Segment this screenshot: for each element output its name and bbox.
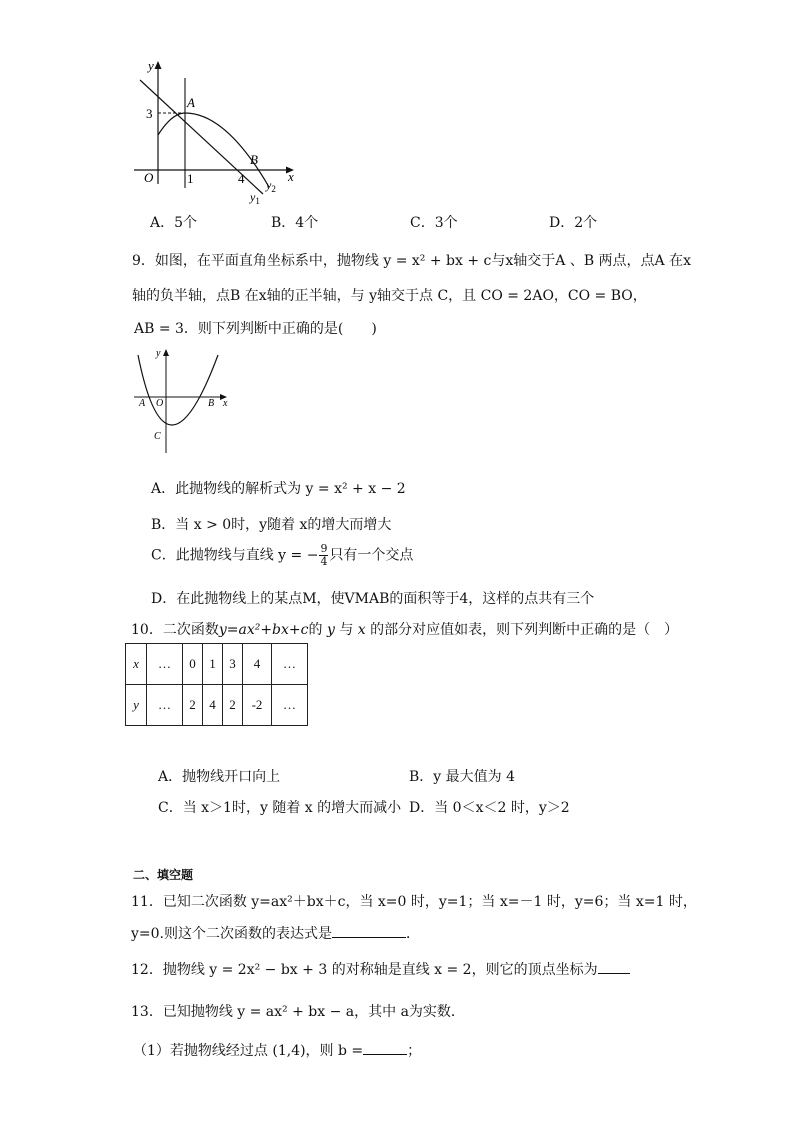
q10-option-a: A．抛物线开口向上 [158, 769, 281, 785]
table-cell: -2 [243, 685, 272, 726]
q11-line-1: 11．已知二次函数 y=ax²＋bx＋c，当 x=0 时，y=1；当 x=－1 时，y=6；当 x=1 时， [131, 894, 697, 910]
fig8-y-label: y [148, 58, 154, 73]
table-cell: … [272, 685, 308, 726]
table-cell: y [126, 685, 147, 726]
fig9-a-label: A [139, 398, 146, 409]
q8-option-a: A．5个 [150, 215, 198, 231]
table-row [126, 685, 308, 726]
q13-part-1-end: ； [407, 1043, 422, 1059]
q9-option-b: B．当 x > 0时，y随着 x的增大而增大 [151, 517, 392, 533]
q9-line-3: AB = 3．则下列判断中正确的是( ) [134, 321, 377, 337]
fig8-tick-4: 4 [238, 171, 245, 186]
y-axis-arrow-icon [155, 61, 162, 69]
fig9-o-label: O [156, 398, 164, 409]
fig8-origin: O [144, 170, 154, 185]
q10-stem-mid1: 的 [308, 622, 323, 638]
fig9-c-label: C [154, 431, 161, 442]
q13-line-1: 13．已知抛物线 y = ax² + bx − a，其中 a为实数． [131, 1004, 465, 1020]
section-title: 二、填空题 [133, 868, 194, 882]
q9-option-c [151, 543, 413, 568]
answer-blank[interactable] [598, 959, 630, 974]
parabola-y2 [158, 113, 269, 187]
fig8-point-a: A [187, 95, 195, 110]
fig8-x-label: x [288, 169, 294, 184]
q10-option-b: B．y 最大值为 4 [409, 769, 516, 785]
table-cell: 4 [243, 644, 272, 685]
fig8-tick-1: 1 [187, 171, 194, 186]
table-cell: 1 [203, 644, 223, 685]
table-cell: x [126, 644, 147, 685]
q11-line-2-end: ． [406, 926, 420, 942]
table-cell: 2 [183, 685, 203, 726]
q10-stem-pre: 10．二次函数 [131, 622, 219, 638]
frac-den: 4 [320, 555, 328, 568]
q10-value-table [125, 643, 308, 726]
q8-option-c: C．3个 [410, 215, 458, 231]
q12-line [131, 959, 630, 979]
table-cell: … [147, 685, 183, 726]
q8-option-b: B．4个 [271, 215, 319, 231]
q13-part-1 [133, 1040, 421, 1060]
fig8-y1-label: $y_1$ [250, 190, 260, 206]
q10-stem-x: x [357, 622, 366, 638]
q10-stem-mid2: 与 [339, 622, 354, 638]
q11-line-2-text: y=0.则这个二次函数的表达式是 [131, 926, 332, 942]
table-cell: 3 [223, 644, 243, 685]
q8-figure [128, 56, 308, 206]
table-cell: … [272, 644, 308, 685]
q10-stem-func: y=ax²+bx+c [218, 622, 309, 638]
q10-stem-y: y [326, 622, 335, 638]
q10-stem-post: 的部分对应值如表，则下列判断中正确的是（ ） [370, 622, 679, 638]
q9-option-a: A．此抛物线的解析式为 y = x² + x − 2 [151, 481, 406, 497]
table-cell: 0 [183, 644, 203, 685]
q8-option-d: D．2个 [549, 215, 598, 231]
q12-text: 12．抛物线 y = 2x² − bx + 3 的对称轴是直线 x = 2，则它的顶点坐标为 [131, 962, 598, 978]
q9-option-c-pre: C．此抛物线与直线 y = − [151, 547, 319, 564]
fig9-x-label: x [223, 398, 228, 409]
fig9-b-label: B [208, 398, 215, 409]
fraction-9-4 [319, 543, 328, 568]
table-row [126, 644, 308, 685]
answer-blank[interactable] [332, 923, 406, 938]
table-cell: 2 [223, 685, 243, 726]
answer-blank[interactable] [363, 1040, 407, 1055]
y-axis-arrow-icon [163, 349, 169, 356]
table-cell: … [147, 644, 183, 685]
fig8-y2-label: $y_2$ [266, 178, 276, 194]
q10-option-c: C．当 x＞1时，y 随着 x 的增大而减小 [158, 800, 402, 816]
q9-figure [130, 345, 235, 457]
q11-line-2 [131, 923, 420, 943]
q9-option-d: D．在此抛物线上的某点M，使VMAB的面积等于4，这样的点共有三个 [151, 591, 595, 607]
q10-option-d: D．当 0＜x＜2 时，y＞2 [409, 800, 570, 816]
q9-option-c-post: 只有一个交点 [329, 547, 414, 564]
q10-stem [131, 619, 678, 639]
q9-line-1: 9．如图，在平面直角坐标系中，抛物线 y = x² + bx + c与x轴交于A 、B 两点，点A 在x [132, 253, 692, 269]
frac-num: 9 [320, 542, 328, 555]
q13-part-1-text: （1）若抛物线经过点 (1,4)，则 b = [133, 1043, 364, 1059]
parabola [138, 355, 218, 425]
fig9-y-label: y [156, 348, 161, 359]
fig8-point-b: B [250, 152, 258, 167]
fig8-tick-3: 3 [146, 106, 153, 121]
q9-line-2: 轴的负半轴，点B 在x轴的正半轴，与 y轴交于点 C，且 CO = 2AO，CO = BO， [132, 288, 647, 304]
table-cell: 4 [203, 685, 223, 726]
